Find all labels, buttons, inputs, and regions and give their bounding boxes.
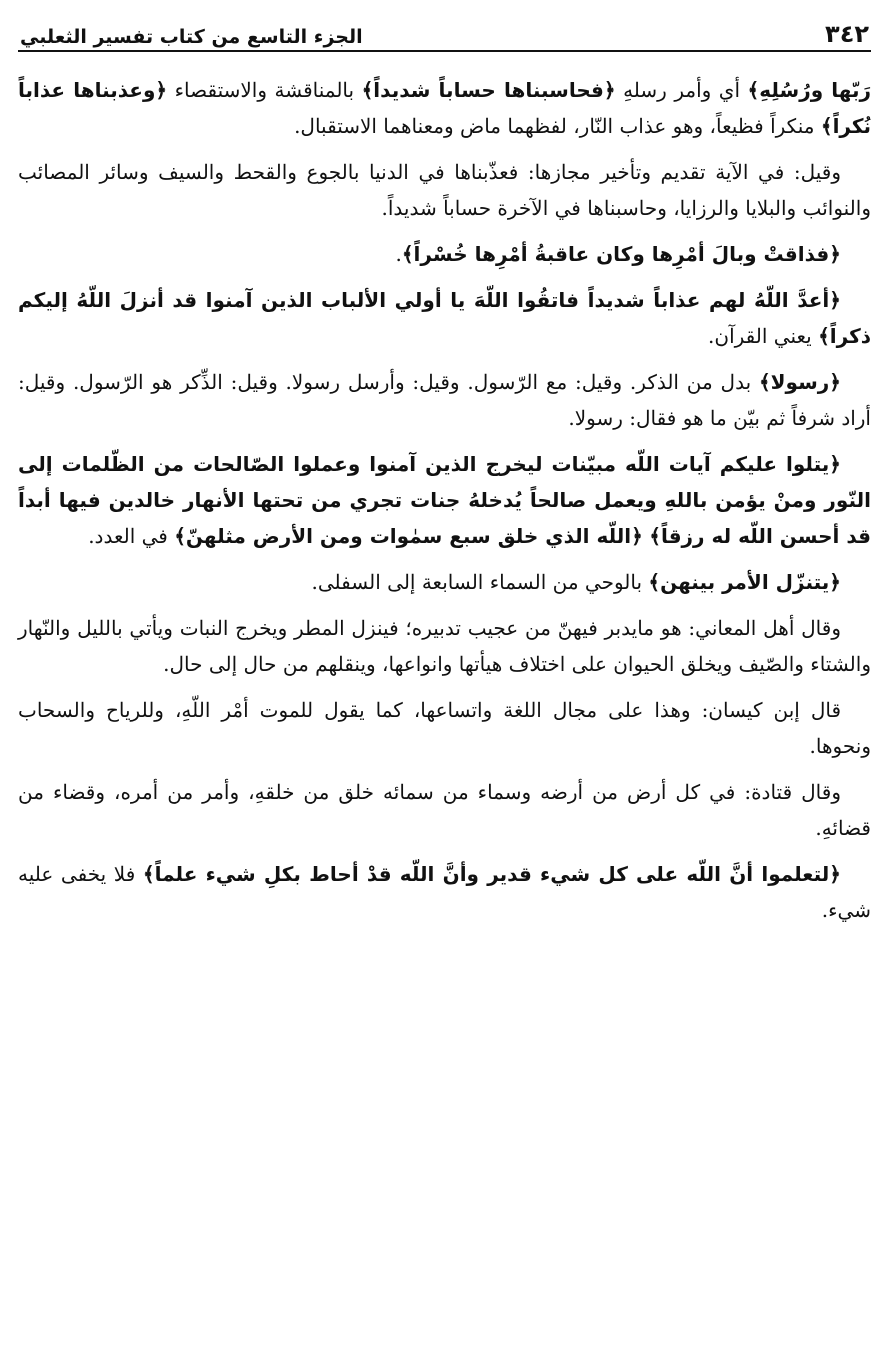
quran-quote: رَبّها ورُسُلِهِ﴾ — [747, 78, 872, 102]
quran-quote: ﴿أعدَّ اللّهُ لهم عذاباً شديداً فاتقُوا اللّهَ يا أولي الألباب الذين آمنوا قد أنزلَ اللّهُ إليكم ذكراً﴾ — [18, 288, 871, 348]
paragraph — [18, 692, 871, 764]
commentary-text: بدل من الذكر. وقيل: مع الرّسول. وقيل: وأرسل رسولا. وقيل: الذِّكر هو الرّسول. وقيل: أراد شرفاً ثم بيّن ما هو فقال: رسولا. — [18, 370, 871, 430]
paragraph — [18, 154, 871, 226]
paragraph — [18, 446, 871, 554]
page-number: ٣٤٢ — [825, 20, 869, 48]
commentary-text: يعني القرآن. — [708, 324, 819, 348]
paragraph — [18, 282, 871, 354]
commentary-text: وقال قتادة: في كل أرض من أرضه وسماء من سمائه خلق من خلقهِ، وأمر من أمره، وقضاء من قضائهِ. — [18, 780, 871, 840]
commentary-text: أي وأمر رسلهِ — [615, 78, 748, 102]
commentary-text: في العدد. — [88, 524, 175, 548]
quran-quote: ﴿لتعلموا أنَّ اللّه على كل شيء قدير وأنَّ اللّه قدْ أحاط بكلِ شيء علماً﴾ — [142, 862, 841, 886]
quran-quote: ﴿اللّه الذي خلق سبع سمٰوات ومن الأرض مثلهنّ﴾ — [174, 524, 643, 548]
page-header — [18, 12, 871, 52]
commentary-text: قال إبن كيسان: وهذا على مجال اللغة واتساعها، كما يقول للموت أمْر اللّهِ، وللرياح والسحاب ونحوها. — [18, 698, 871, 758]
commentary-text: فلا يخفى عليه شيء. — [18, 862, 871, 922]
paragraph — [18, 774, 871, 846]
paragraph — [18, 856, 871, 928]
book-page — [18, 12, 871, 938]
commentary-text: . — [395, 242, 402, 266]
quran-quote: ﴿يتلوا عليكم آيات اللّه مبيّنات ليخرج الذين آمنوا وعملوا الصّالحات من الظّلمات إلى النّور ومنْ يؤمن باللهِ ويعمل صالحاً يُدخلهُ جنات تجري من تحتها الأنهار خالدين فيها أبداً قد أحسن اللّه له رزقاً﴾ — [18, 452, 871, 548]
commentary-text: وقال أهل المعاني: هو مايدبر فيهنّ من عجيب تدبيره؛ فينزل المطر ويخرج النبات ويأتي بالليل والنّهار والشتاء والصّيف ويخلق الحيوان على اختلاف هيأتها وانواعها، وينقلهم من حال إلى حال. — [18, 616, 871, 676]
commentary-text: منكراً فظيعاً، وهو عذاب النّار، لفظهما ماض ومعناهما الاستقبال. — [294, 114, 821, 138]
page-body — [18, 72, 871, 928]
paragraph — [18, 610, 871, 682]
quran-quote: ﴿فذاقتْ وبالَ أمْرِها وكان عاقبةُ أمْرِها خُسْراً﴾ — [401, 242, 841, 266]
paragraph — [18, 364, 871, 436]
quran-quote: ﴿وعذبناها عذاباً نُكراً﴾ — [18, 78, 871, 138]
paragraph — [18, 564, 871, 600]
paragraph — [18, 236, 871, 272]
commentary-text: وقيل: في الآية تقديم وتأخير مجازها: فعذّبناها في الدنيا بالجوع والقحط والسيف وسائر المصائب والنوائب والبلايا والرزايا، وحاسبناها في الآخرة حساباً شديداً. — [18, 160, 871, 220]
quran-quote: ﴿فحاسبناها حساباً شديداً﴾ — [361, 78, 616, 102]
running-title: الجزء التاسع من كتاب تفسير الثعلبي — [20, 26, 363, 48]
quran-quote: ﴿يتنزّل الأمر بينهن﴾ — [648, 570, 841, 594]
commentary-text: بالوحي من السماء السابعة إلى السفلى. — [311, 570, 649, 594]
commentary-text: بالمناقشة والاستقصاء — [167, 78, 362, 102]
paragraph — [18, 72, 871, 144]
quran-quote: ﴿رسولا﴾ — [758, 370, 841, 394]
